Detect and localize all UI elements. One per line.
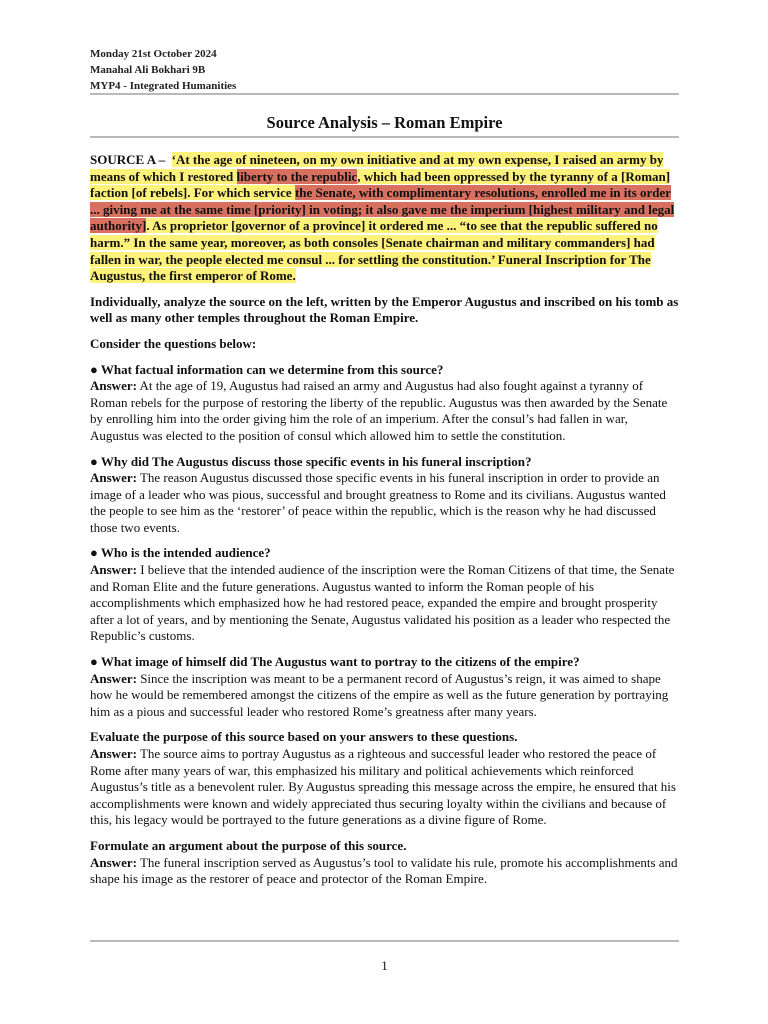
answer-text: The source aims to portray Augustus as a righteous and successful leader who restored the peace of Rome after many years of war, this emphasized his military and political achievements which reinforced Augustus’s title as a benevolent ruler. By Augustus spreading this message across the empire, he ensured that his accomplishments were known and widely appreciated thus securing loyalty within the civilians and because of this, his legacy would be portrayed to the future generations as a divine figure of Rome.	[90, 746, 676, 828]
qa-item	[90, 729, 679, 829]
page-number: 1	[381, 958, 388, 973]
document-header	[90, 46, 679, 94]
source-text-part: . As proprietor [governor of a province] it ordered me ... “to see that the republic suffered no harm.” In the same year, moreover, as both consoles [Senate chairman and military commanders] had fallen in war, the people elected me consul ... for settling the constitution.’ Funeral Inscription for The Augustus, the first emperor of Rome.	[90, 218, 658, 284]
source-a-paragraph	[90, 152, 679, 285]
answer-label: Answer:	[90, 378, 137, 394]
answer-label: Answer:	[90, 470, 137, 486]
qa-item	[90, 362, 679, 445]
source-text-part: , which had been oppressed by the tyranny of a [Roman] faction [of rebels]. For which service	[90, 168, 671, 201]
consider-heading: Consider the questions below:	[90, 335, 257, 351]
question-text: ● What factual information can we determine from this source?	[90, 361, 444, 377]
answer-text: The funeral inscription served as Augustus’s tool to validate his rule, promote his accomplishments and shape his image as the restorer of peace and protector of the Roman Empire.	[90, 854, 678, 887]
highlighted-phrase: liberty to the republic	[236, 168, 358, 184]
header-divider	[90, 93, 679, 95]
qa-block	[90, 362, 679, 888]
instruction-text: Individually, analyze the source on the left, written by the Emperor Augustus and inscribed on his tomb as well as many other temples throughout the Roman Empire.	[90, 293, 679, 326]
answer-text: I believe that the intended audience of the inscription were the Roman Citizens of that time, the Senate and Roman Elite and the future generations. Augustus wanted to inform the Roman people of his accomplishments which emphasized how he had restored peace, expanded the empire and brought prosperity after a lot of years, and by mentioning the Senate, Augustus validated his position as a leader who respected the Republic’s customs.	[90, 562, 675, 644]
document-body	[90, 152, 679, 897]
header-course: MYP4 - Integrated Humanities	[90, 80, 237, 92]
source-text-part: ‘At the age of nineteen, on my own initiative and at my own expense, I raised an army by means of which I restored	[90, 152, 664, 184]
title-divider	[90, 136, 679, 138]
header-date: Monday 21st October 2024	[90, 48, 217, 60]
qa-item	[90, 654, 679, 720]
qa-item	[90, 454, 679, 537]
document-title: Source Analysis – Roman Empire	[266, 113, 503, 132]
qa-item	[90, 838, 679, 888]
question-text: ● Why did The Augustus discuss those specific events in his funeral inscription?	[90, 453, 532, 469]
question-text: Evaluate the purpose of this source based on your answers to these questions.	[90, 729, 518, 745]
answer-text: The reason Augustus discussed those specific events in his funeral inscription in order to provide an image of a leader who was pious, successful and brought greatness to Rome and its civilians. Augustus wanted the people to see him as the ‘restorer’ of peace within the republic, which is the reason why he had discussed those two events.	[90, 470, 666, 535]
answer-label: Answer:	[90, 746, 137, 761]
answer-label: Answer:	[90, 854, 137, 870]
answer-text: At the age of 19, Augustus had raised an army and Augustus had also fought against a tyranny of Roman rebels for the purpose of restoring the liberty of the republic. Augustus was then awarded by the Senate by enrolling him into the order giving him the role of an imperium. After the consul’s had fallen in war, Augustus was elected to the position of consul which allowed him to settle the constitution.	[90, 378, 668, 443]
source-label: SOURCE A –	[90, 152, 166, 167]
question-text: ● Who is the intended audience?	[90, 545, 271, 561]
answer-label: Answer:	[90, 670, 137, 686]
answer-label: Answer:	[90, 562, 137, 578]
question-text: Formulate an argument about the purpose of this source.	[90, 837, 407, 853]
answer-text: Since the inscription was meant to be a permanent record of Augustus’s reign, it was aimed to shape how he would be remembered amongst the citizens of the empire as well as the future generation by portraying him as a pious and successful leader who restored Rome’s greatness after many years.	[90, 670, 669, 719]
footer-divider	[90, 940, 679, 942]
header-author: Manahal Ali Bokhari 9B	[90, 64, 206, 76]
qa-item	[90, 545, 679, 645]
question-text: ● What image of himself did The Augustus want to portray to the citizens of the empire?	[90, 654, 580, 670]
highlighted-phrase: the Senate, with complimentary resolutions, enrolled me in its order ... giving me at the same time [priority] in voting; it also gave me the imperium [highest military and legal authority]	[90, 185, 675, 234]
